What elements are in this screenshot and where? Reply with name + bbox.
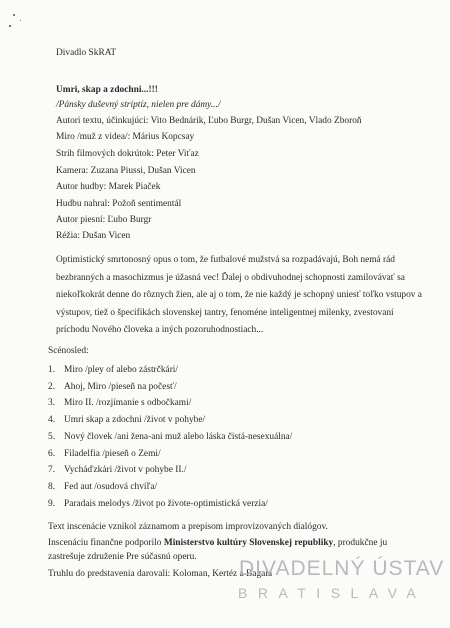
scene-item (48, 446, 292, 463)
scene-number: 2. (48, 381, 56, 392)
scene-number: 3. (48, 398, 56, 409)
scene-text: Paradais melodys /život po živote-optimistická verzia/ (64, 498, 268, 509)
credit-line: Autor hudby: Marek Piaček (56, 182, 161, 192)
watermark-institute: DIVADELNÝ ÚSTAV (239, 557, 445, 580)
scene-item (48, 379, 292, 396)
scene-text: Umri skap a zdochni /život v pohybe/ (64, 415, 206, 426)
company-name: Divadlo SkRAT (56, 48, 117, 58)
scene-number: 5. (48, 431, 56, 442)
scene-item (48, 479, 292, 496)
footer-line-text-origin: Text inscenácie vznikol záznamom a prepisom improvizovaných dialógov. (48, 522, 328, 532)
credit-line: Hudbu nahral: Požoň sentimentál (56, 199, 182, 209)
scene-text: Ahoj, Miro /pieseň na počesť/ (64, 381, 177, 392)
credit-line: Réžia: Dušan Vicen (56, 231, 131, 241)
scene-text: Miro II. /rozjímanie s odbočkami/ (64, 398, 192, 409)
scene-item (48, 395, 292, 412)
scene-number: 1. (48, 365, 56, 375)
scene-text: Vycháďzkári /život v pohybe II./ (64, 465, 187, 476)
scene-number: 8. (48, 481, 56, 492)
credit-line: Kamera: Zuzana Piussi, Dušan Vicen (56, 166, 196, 176)
scene-item (48, 496, 292, 513)
watermark-city: BRATISLAVA (238, 585, 427, 601)
scene-item (48, 429, 292, 446)
play-subtitle: /Pánsky duševný striptíz, nielen pre dámy.../ (56, 100, 221, 110)
scene-item (48, 362, 292, 379)
scene-text: Nový človek /ani žena-ani muž alebo láska čistá-nesexuálna/ (64, 431, 293, 442)
credit-line: Strih filmových dokrútok: Peter Viťaz (56, 149, 199, 159)
funding-prefix: Inscenáciu finančne podporilo (48, 538, 164, 548)
ministry-name: Ministerstvo kultúry Slovenskej republiky (163, 538, 334, 548)
scene-item (48, 412, 292, 429)
funding-suffix: , produkčne ju (333, 538, 388, 548)
scene-number: 4. (48, 415, 56, 426)
scene-item (48, 462, 292, 479)
scene-number: 6. (48, 448, 56, 459)
scene-text: Filadelfia /pieseň o Zemi/ (64, 448, 161, 459)
footer-line-donors: Truhlu do predstavenia darovali: Koloman, Kertéz a Bagala (48, 569, 273, 579)
scenes-heading: Scénosled: (48, 346, 89, 356)
credit-line: Miro /muž z videa/: Márius Kopcsay (56, 132, 195, 142)
scene-number: 7. (48, 465, 56, 476)
scene-number: 9. (48, 498, 56, 509)
scan-speck (13, 14, 15, 16)
footer-line-association: zastrešuje združenie Pre súčasnú operu. (48, 552, 197, 562)
scene-text: Fed aut /osudová chvíľa/ (64, 481, 158, 492)
description-paragraph: Optimistický smrtonosný opus o tom, že futbalové mužstvá sa rozpadávajú, Boh nemá rád bezbranných a masochizmus je úžasná vec! Ďalej o obdivuhodnej schopnosti zamilovávať sa niekoľkokrát denne do rôznych žien, ale aj o tom, že nie každý je schopný uniesť toľko vstupov a výstupov, tiež o špecifikách slovenskej tantry, fenoméne inteligentnej milenky, zvestovaní príchodu Nového človeka a iných pozoruhodnostiach... (56, 255, 422, 336)
scene-list (48, 362, 292, 512)
scan-speck (9, 25, 11, 27)
credit-line: Autori textu, účinkujúci: Vito Bednárik, Ľubo Burgr, Dušan Vicen, Vlado Zboroň (56, 116, 362, 126)
footer-line-funding (48, 537, 387, 549)
credit-line: Autor piesní: Ľubo Burgr (56, 215, 152, 225)
scan-speck (20, 20, 21, 21)
play-title: Umri, skap a zdochni...!!! (56, 85, 158, 95)
scene-text: Miro /pley of alebo zástrčkári/ (64, 365, 179, 375)
